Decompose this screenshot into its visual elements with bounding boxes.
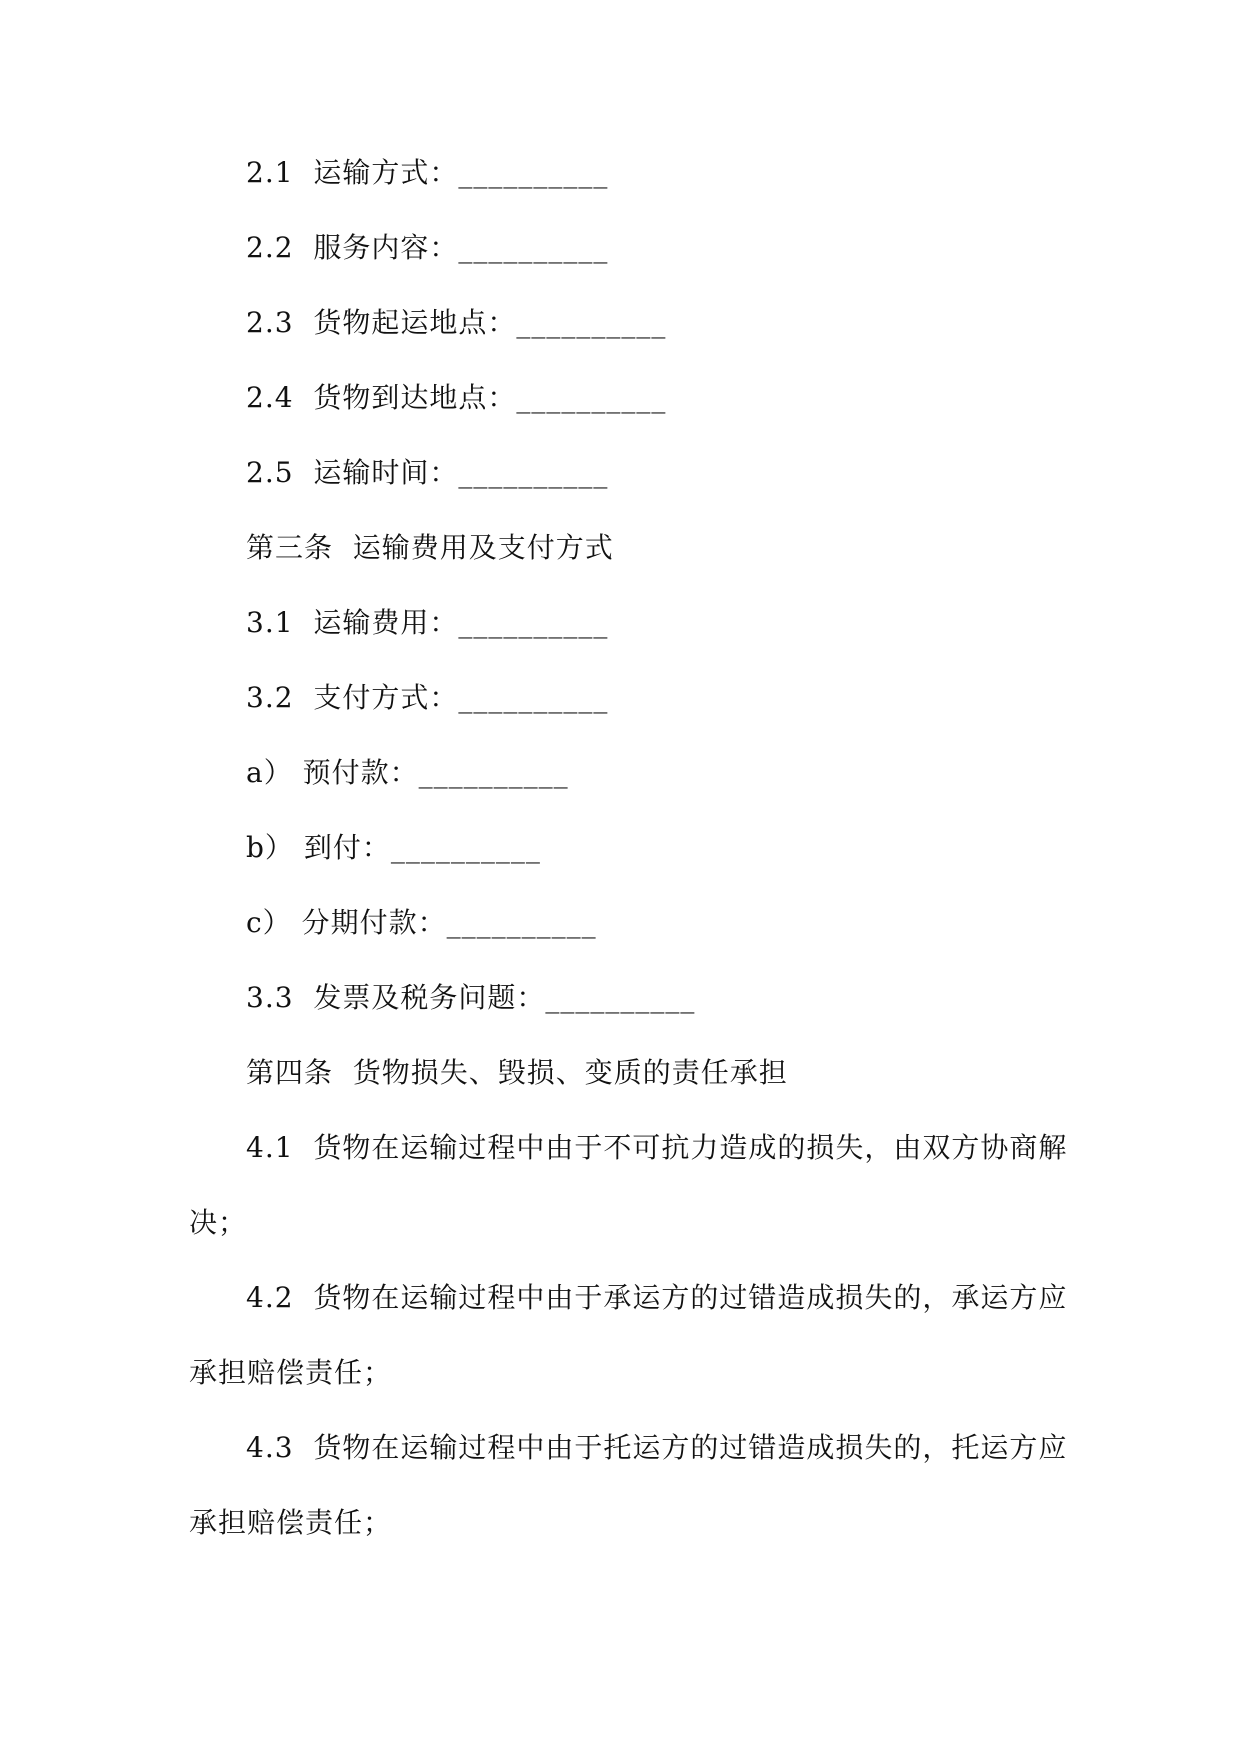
clause-3-2-a-prepayment: a） 预付款：__________ <box>246 756 569 789</box>
clause-2-3-origin: 2.3 货物起运地点：__________ <box>246 306 667 339</box>
article-4-heading: 第四条 货物损失、毁损、变质的责任承担 <box>246 1056 788 1089</box>
clause-4-2-line-2: 承担赔偿责任； <box>189 1356 393 1389</box>
clause-4-3-line-2: 承担赔偿责任； <box>189 1506 393 1539</box>
clause-3-3-invoice-tax: 3.3 发票及税务问题：__________ <box>246 981 696 1014</box>
clause-4-1-line-1: 4.1 货物在运输过程中由于不可抗力造成的损失，由双方协商解 <box>246 1131 1068 1164</box>
clause-4-1-line-2: 决； <box>189 1206 248 1239</box>
clause-3-2-b-cash-on-delivery: b） 到付：__________ <box>246 831 541 864</box>
clause-2-5-transport-time: 2.5 运输时间：__________ <box>246 456 609 489</box>
clause-4-3-line-1: 4.3 货物在运输过程中由于托运方的过错造成损失的，托运方应 <box>246 1431 1068 1464</box>
clause-2-4-destination: 2.4 货物到达地点：__________ <box>246 381 667 414</box>
clause-3-1-transport-fee: 3.1 运输费用：__________ <box>246 606 609 639</box>
clause-3-2-payment-method: 3.2 支付方式：__________ <box>246 681 609 714</box>
clause-2-2-service-content: 2.2 服务内容：__________ <box>246 231 609 264</box>
clause-3-2-c-installments: c） 分期付款：__________ <box>246 906 597 939</box>
clause-4-2-line-1: 4.2 货物在运输过程中由于承运方的过错造成损失的，承运方应 <box>246 1281 1068 1314</box>
article-3-heading: 第三条 运输费用及支付方式 <box>246 531 614 564</box>
clause-2-1-transport-method: 2.1 运输方式：__________ <box>246 156 609 189</box>
